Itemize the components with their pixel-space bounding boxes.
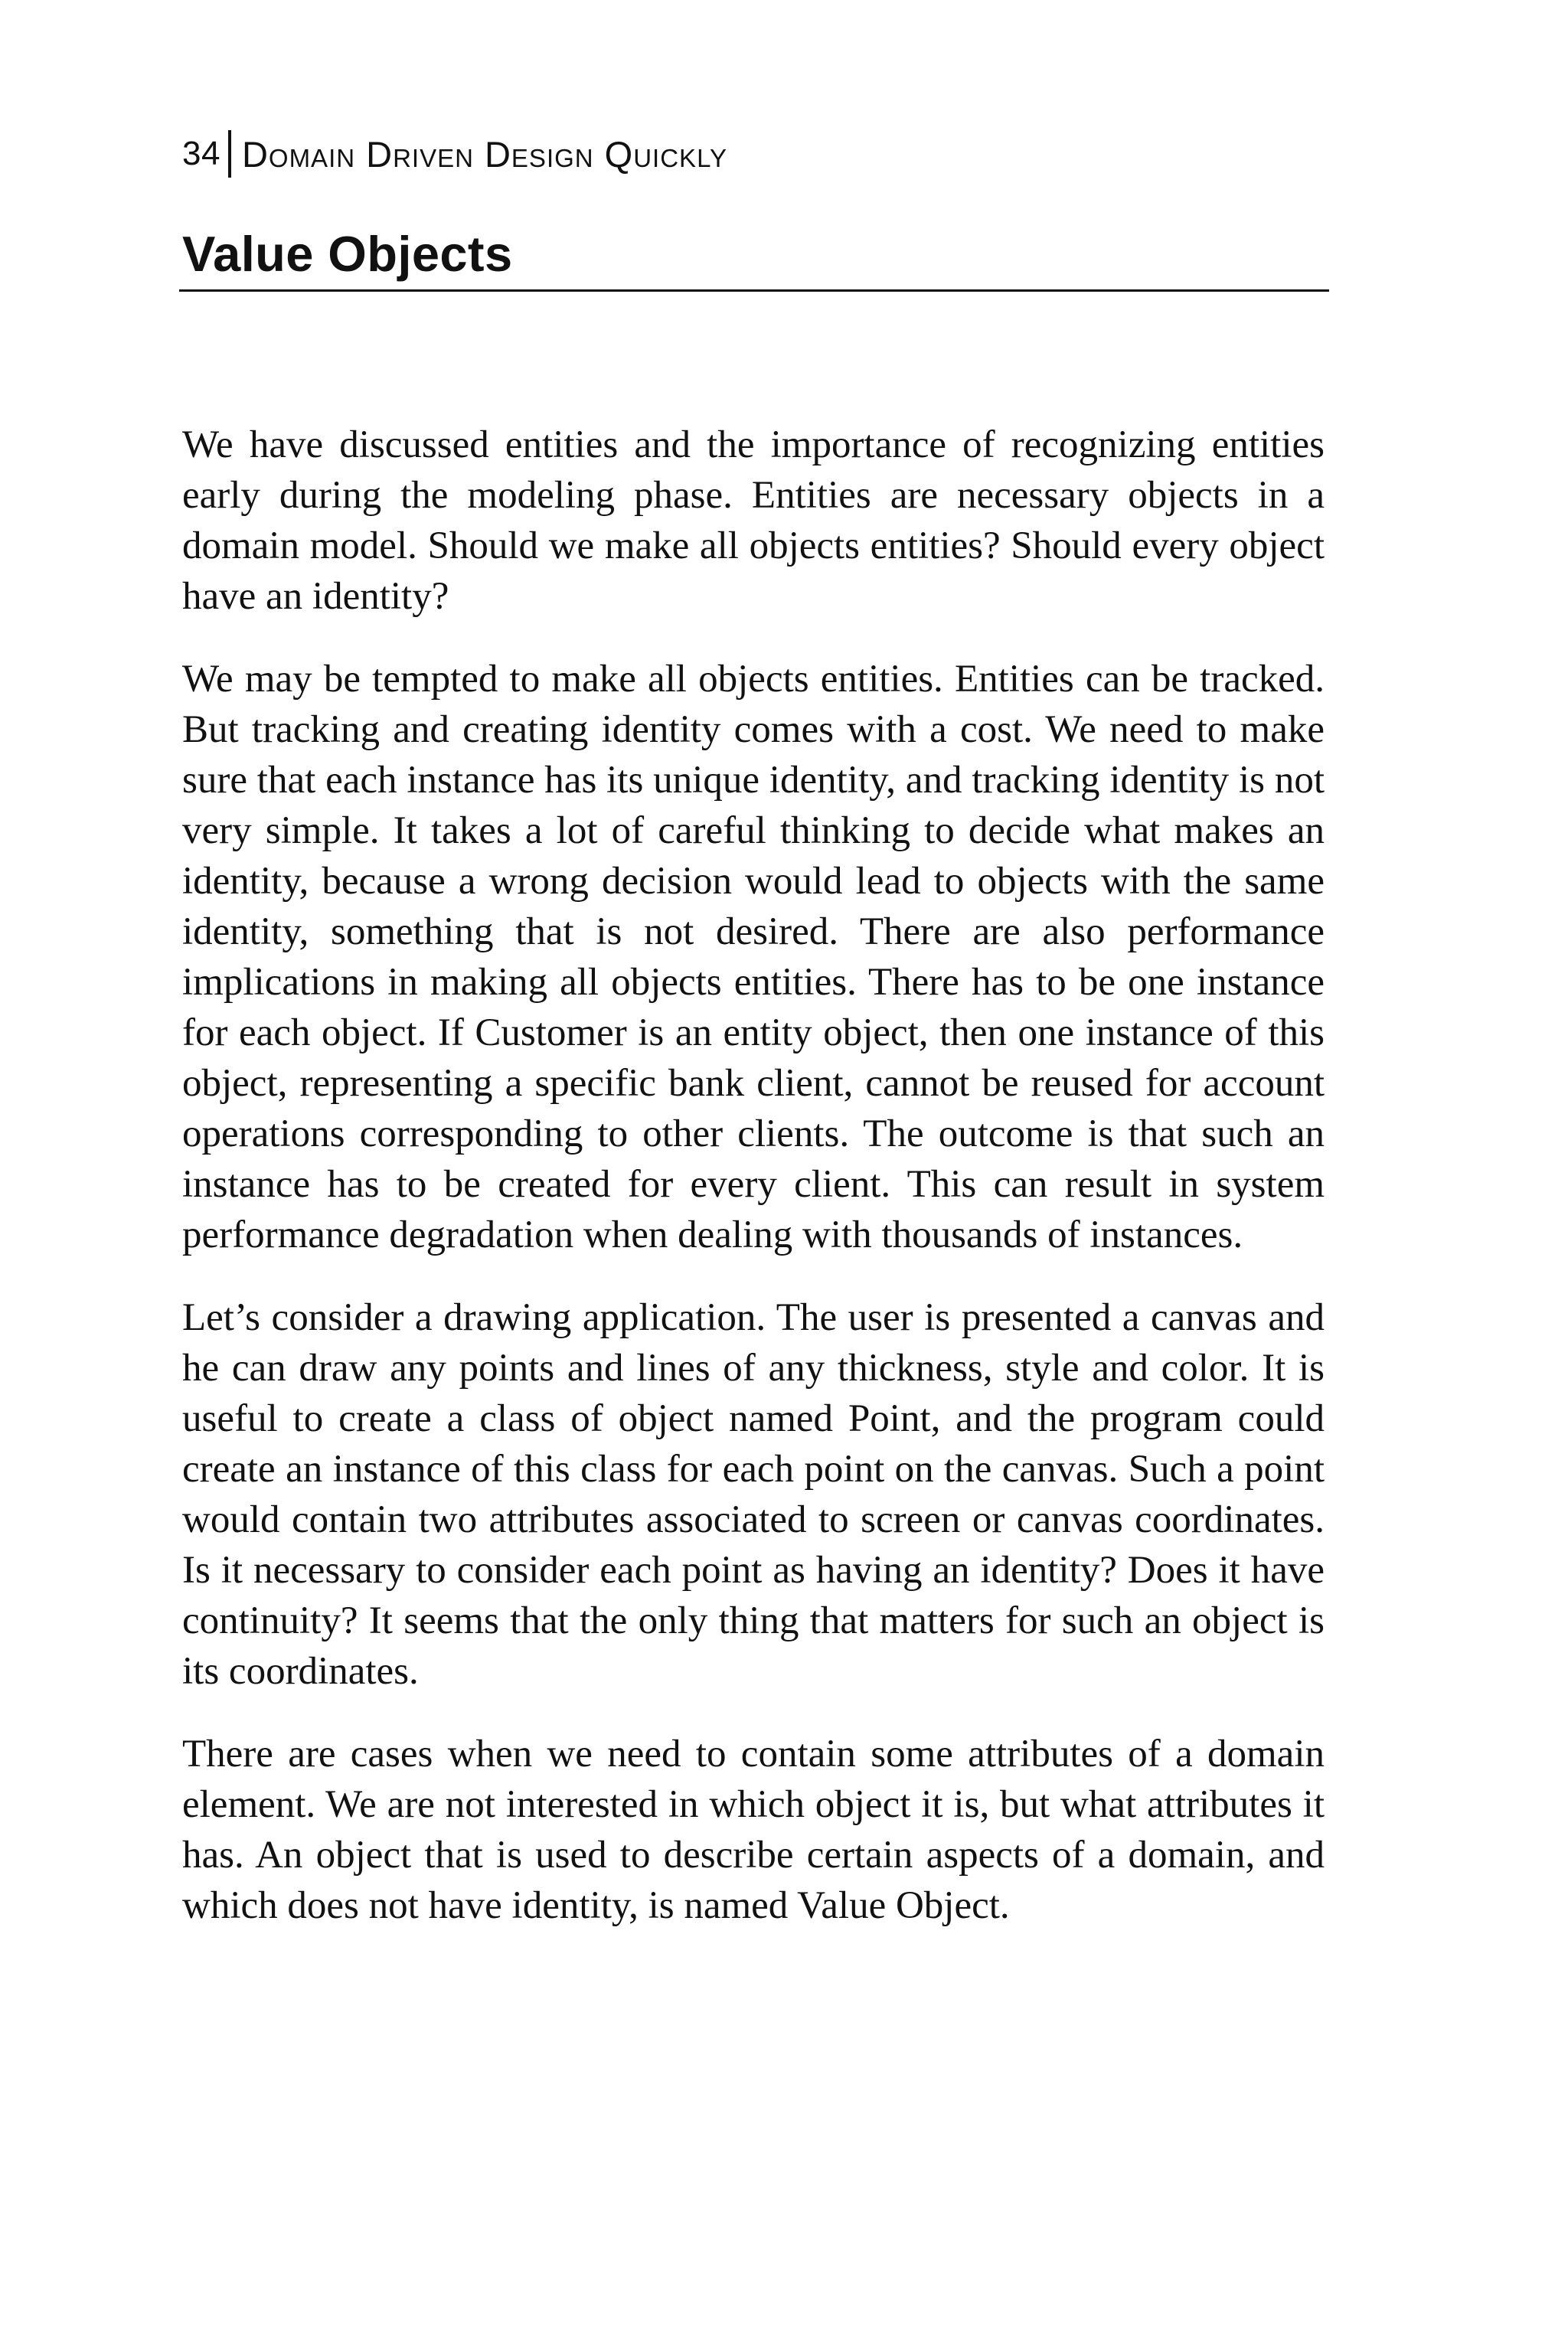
body-text xyxy=(182,420,1325,1963)
title-underline-rule xyxy=(179,289,1329,292)
paragraph-value-object-definition: There are cases when we need to contain some attributes of a domain element. We are not interested in which object it is, but what attributes it has. An object that is used to describe certain aspects of a domain, and which does not have identity, is named Value Object. xyxy=(182,1733,1325,1927)
page-number: 34 xyxy=(182,135,220,172)
running-header xyxy=(182,130,727,178)
paragraph-entities-discussion: We have discussed entities and the importance of recognizing entities early during the modeling phase. Entities are necessary objects in a domain model. Should we make all objects entities? Should every object have an identity? xyxy=(182,423,1325,618)
section-title: Value Objects xyxy=(182,226,513,282)
book-title: Domain Driven Design Quickly xyxy=(241,133,727,175)
header-divider xyxy=(228,130,231,178)
paragraph-drawing-application: Let’s consider a drawing application. The user is presented a canvas and he can draw any points and lines of any thickness, style and color. It is useful to create a class of object named Point, and the program could create an instance of this class for each point on the canvas. Such a point would contain two attributes associated to screen or canvas coordinates. Is it necessary to consider each point as having an identity? Does it have continuity? It seems that the only thing that matters for such an object is its coordinates. xyxy=(182,1296,1325,1693)
paragraph-identity-cost: We may be tempted to make all objects entities. Entities can be tracked. But tracking and creating identity comes with a cost. We need to make sure that each instance has its unique identity, and tracking identity is not very simple. It takes a lot of careful thinking to decide what makes an identity, because a wrong decision would lead to objects with the same identity, something that is not desired. There are also performance implications in making all objects entities. There has to be one instance for each object. If Customer is an entity object, then one instance of this object, representing a specific bank client, cannot be reused for account operations corresponding to other clients. The outcome is that such an instance has to be created for every client. This can result in system performance degradation when dealing with thousands of instances. xyxy=(182,658,1325,1256)
